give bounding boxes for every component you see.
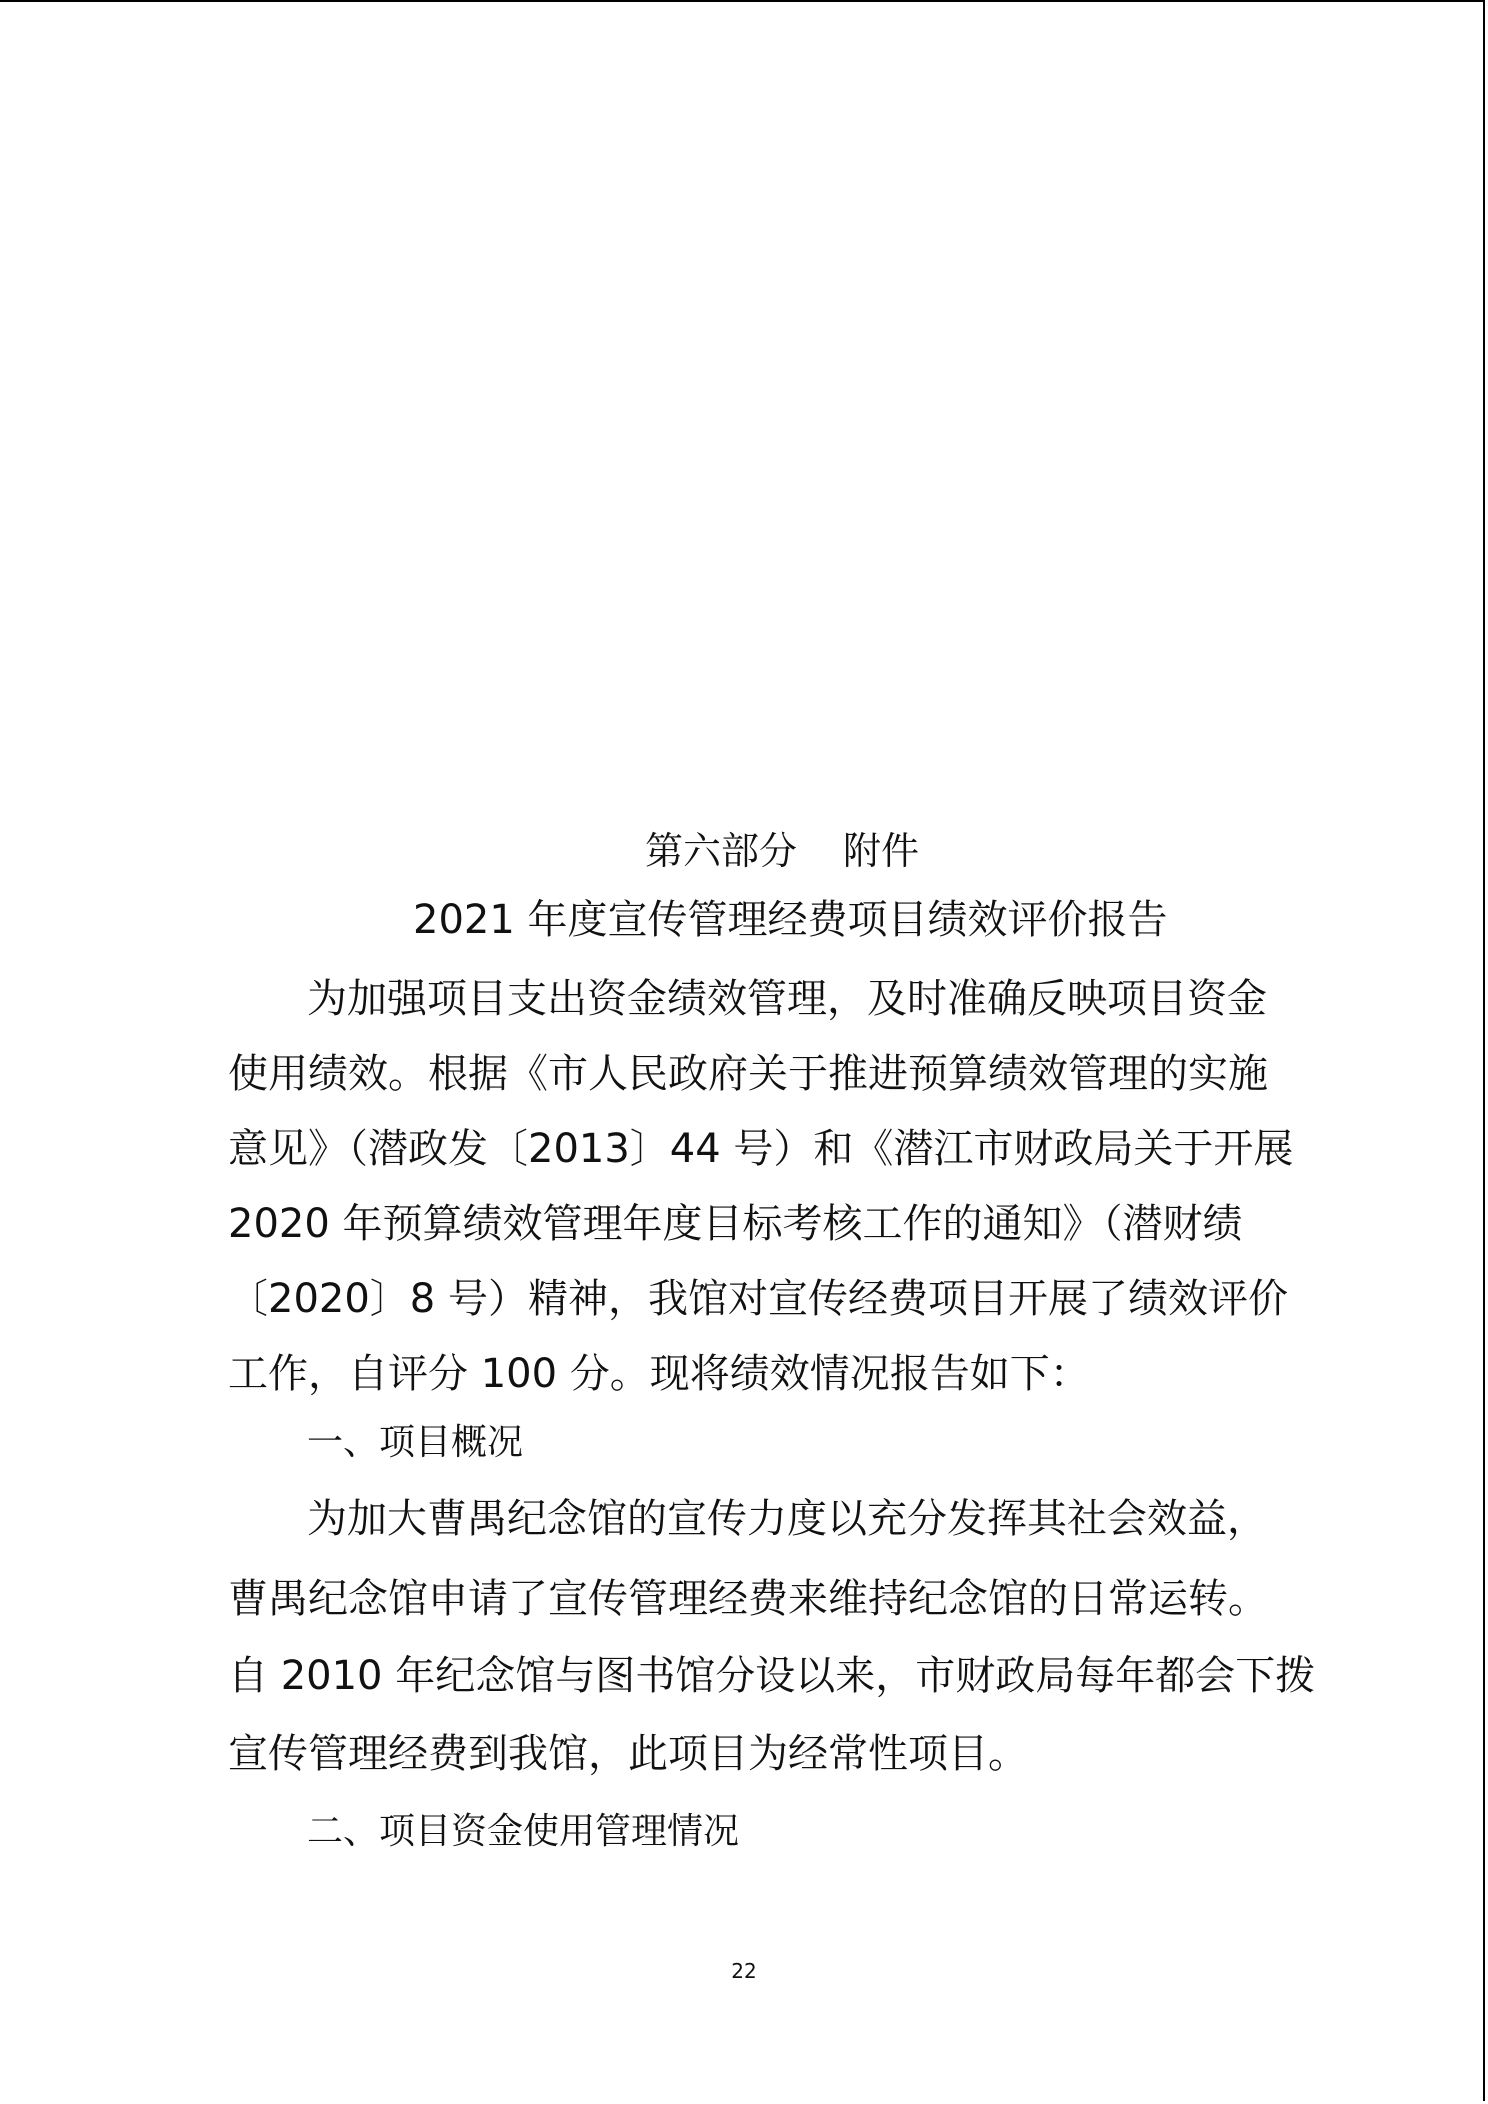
report-title: 2021 年度宣传管理经费项目绩效评价报告 (413, 897, 1168, 943)
paragraph-line: 2020 年预算绩效管理年度目标考核工作的通知》（潜财绩 (228, 1201, 1243, 1247)
paragraph-line: 曹禺纪念馆申请了宣传管理经费来维持纪念馆的日常运转。 (228, 1576, 1268, 1622)
paragraph-line: 为加大曹禺纪念馆的宣传力度以充分发挥其社会效益， (307, 1496, 1267, 1542)
paragraph-line: 自 2010 年纪念馆与图书馆分设以来，市财政局每年都会下拨 (228, 1653, 1316, 1699)
part-name: 附件 (843, 829, 920, 873)
paragraph-line: 〔2020〕8 号）精神，我馆对宣传经费项目开展了绩效评价 (228, 1276, 1288, 1322)
paragraph-line: 为加强项目支出资金绩效管理，及时准确反映项目资金 (307, 976, 1267, 1022)
paragraph-line: 使用绩效。根据《市人民政府关于推进预算绩效管理的实施 (228, 1051, 1268, 1097)
part-label: 第六部分 (645, 829, 798, 873)
paragraph-line: 意见》（潜政发〔2013〕44 号）和《潜江市财政局关于开展 (228, 1126, 1294, 1172)
part-title (645, 820, 919, 875)
page-number: 22 (731, 1959, 757, 1983)
section-heading: 一、项目概况 (307, 1422, 524, 1463)
section-heading: 二、项目资金使用管理情况 (307, 1811, 740, 1852)
paragraph-line: 宣传管理经费到我馆，此项目为经常性项目。 (228, 1731, 1028, 1777)
paragraph-line: 工作，自评分 100 分。现将绩效情况报告如下： (228, 1351, 1090, 1397)
